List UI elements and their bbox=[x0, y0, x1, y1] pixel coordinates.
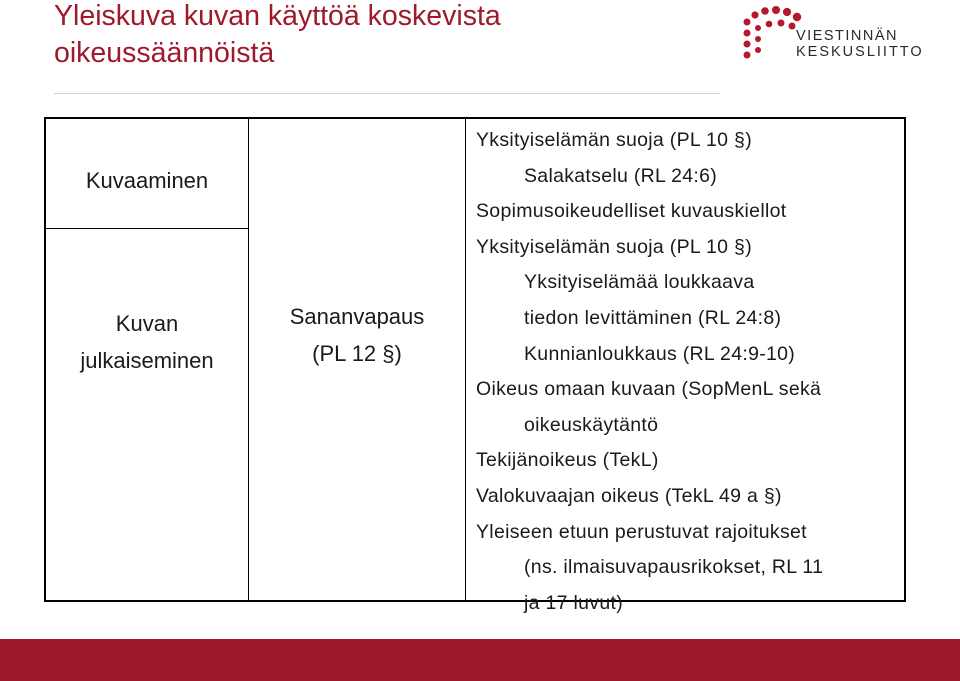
logo-text-line-2: KESKUSLIITTO bbox=[796, 44, 924, 60]
rule-line: tiedon levittäminen (RL 24:8) bbox=[524, 306, 782, 329]
rule-line: Yksityiselämän suoja (PL 10 §) bbox=[476, 129, 752, 151]
column-divider bbox=[465, 119, 466, 600]
legal-rules-table bbox=[44, 117, 906, 614]
rule-line: Yksityiselämän suoja (PL 10 §) bbox=[476, 235, 752, 258]
rule-list bbox=[476, 123, 906, 621]
cell-kuvaaminen: Kuvaaminen bbox=[85, 168, 209, 193]
rule-line: Sopimusoikeudelliset kuvauskiellot bbox=[476, 200, 787, 223]
rule-line: Yleiseen etuun perustuvat rajoitukset bbox=[476, 520, 807, 543]
title-divider bbox=[54, 93, 720, 94]
rule-line: Valokuvaajan oikeus (TekL 49 a §) bbox=[476, 484, 782, 507]
cell-text-line: Sananvapaus bbox=[289, 304, 425, 329]
rule-line: Oikeus omaan kuvaan (SopMenL sekä bbox=[476, 378, 822, 401]
rule-line: Kunnianloukkaus (RL 24:9-10) bbox=[524, 342, 796, 365]
rule-line: Tekijänoikeus (TekL) bbox=[476, 449, 659, 472]
cell-text-line: Kuvan bbox=[115, 311, 179, 336]
row-divider bbox=[46, 228, 248, 229]
rule-line: oikeuskäytäntö bbox=[524, 413, 659, 436]
cell-kuvan-julkaiseminen bbox=[46, 305, 248, 379]
rule-line: Salakatselu (RL 24:6) bbox=[524, 164, 718, 187]
title-line-2: oikeussäännöistä bbox=[54, 37, 275, 69]
title-line-1: Yleiskuva kuvan käyttöä koskevista bbox=[54, 0, 501, 32]
logo-text-line-1: VIESTINNÄN bbox=[796, 28, 899, 44]
cell-sananvapaus bbox=[249, 298, 465, 372]
cell-text-line: (PL 12 §) bbox=[312, 341, 402, 366]
cell-text-line: julkaiseminen bbox=[80, 348, 214, 373]
footer-bar bbox=[0, 639, 960, 681]
rule-line: Yksityiselämää loukkaava bbox=[524, 271, 755, 294]
page-title bbox=[54, 0, 714, 72]
rule-line: ja 17 luvut) bbox=[524, 591, 623, 614]
rule-line: (ns. ilmaisuvapausrikokset, RL 11 bbox=[524, 556, 824, 579]
